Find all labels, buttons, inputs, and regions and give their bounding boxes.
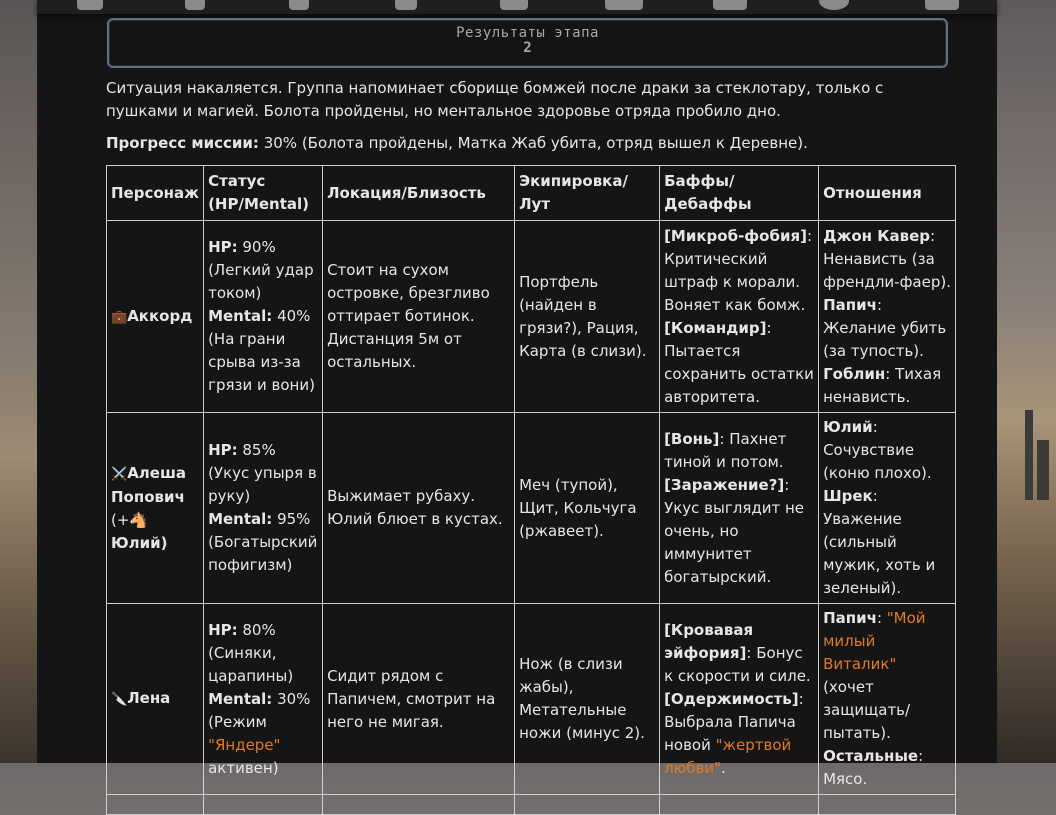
status-cell (204, 413, 323, 604)
knife-icon: 🔪 (111, 692, 128, 707)
background-right (997, 0, 1056, 763)
status-cell (204, 221, 323, 413)
mental-label: Mental: (208, 510, 273, 528)
characters-table (106, 165, 956, 815)
header-buffs: Баффы/Дебаффы (660, 166, 819, 221)
buffs-cell (660, 221, 819, 413)
character-cell (107, 413, 204, 604)
equipment-cell (515, 795, 660, 815)
location-cell: Сидит рядом с Папичем, смотрит на него не мигая. (323, 604, 515, 795)
character-cell (107, 604, 204, 795)
companion-name: Юлий) (111, 533, 168, 552)
mission-progress (106, 132, 936, 155)
relation-text: : Уважение (сильный мужик, хоть и зеленый). (823, 487, 936, 597)
buff-name: [Заражение?] (664, 475, 785, 494)
background-left (0, 0, 37, 763)
relation-name: Юлий (823, 418, 873, 436)
header-status: Статус (HP/Mental) (204, 166, 323, 221)
table-row (107, 604, 956, 795)
relation-text: : Желание убить (за тупость). (823, 295, 947, 360)
header-relations: Отношения (819, 166, 956, 221)
location-cell: Стоит на сухом островке, брезгливо оттирает ботинок. Дистанция 5м от остальных. (323, 221, 515, 413)
status-cell (204, 604, 323, 795)
buff-highlight: "жертвой любви" (664, 735, 792, 777)
mental-value: 30% (Режим (208, 689, 311, 731)
buff-text: : Бонус к скорости и силе. (664, 643, 811, 685)
relations-cell (819, 221, 956, 413)
relation-name: Шрек (823, 487, 873, 505)
equipment-cell: Нож (в слизи жабы), Метательные ножи (минус 2). (515, 604, 660, 795)
header-equipment: Экипировка/Лут (515, 166, 660, 221)
toolbar-icon-3[interactable] (289, 0, 309, 10)
progress-label: Прогресс миссии: (106, 134, 259, 152)
toolbar-icon-1[interactable] (77, 0, 103, 10)
character-name: Аккорд (127, 306, 193, 325)
relation-name: Гоблин (823, 364, 886, 383)
relation-text: : Сочувствие (коню плохо). (823, 418, 932, 482)
mental-label: Mental: (208, 307, 273, 325)
horse-companion: (+🐴 (111, 510, 149, 529)
character-cell (107, 221, 204, 413)
stage-results-title: Результаты этапа (456, 25, 599, 41)
toolbar-icon-8[interactable] (819, 0, 849, 10)
mental-value: 40% (На грани срыва из-за грязи и вони) (208, 307, 315, 394)
buffs-cell (660, 795, 819, 815)
location-cell (323, 795, 515, 815)
background-ruin (1025, 410, 1033, 500)
stage-number: 2 (523, 40, 532, 56)
background-ruin (1037, 440, 1049, 500)
buff-text: : Пахнет тиной и потом. (664, 429, 787, 471)
crossed-swords-icon: ⚔️ (111, 466, 128, 482)
table-header-row (107, 166, 956, 221)
relations-cell (819, 413, 956, 604)
toolbar-icon-6[interactable] (605, 0, 643, 10)
header-character: Персонаж (107, 166, 204, 221)
buff-tail: . (721, 758, 726, 777)
buff-text: : Укус выглядит не очень, но иммунитет богатырский. (664, 475, 805, 586)
toolbar-icon-9[interactable] (925, 0, 959, 10)
buff-name: [Кровавая эйфория] (664, 620, 754, 662)
briefcase-icon: 💼 (111, 309, 128, 325)
buff-text: : Выбрала Папича новой (664, 689, 804, 754)
mental-label: Mental: (208, 689, 273, 708)
hp-value: 90% (Легкий удар током) (208, 238, 314, 302)
hp-label: HP: (208, 441, 238, 459)
toolbar-icon-5[interactable] (500, 0, 528, 10)
relation-text: : Мясо. (823, 747, 924, 788)
header-location: Локация/Близость (323, 166, 515, 221)
character-name: Алеша Попович (111, 463, 187, 506)
toolbar-icon-2[interactable] (185, 0, 205, 10)
buff-name: [Командир] (664, 318, 767, 337)
hp-value: 80% (Синяки, царапины) (208, 620, 294, 685)
toolbar-icon-4[interactable] (395, 0, 417, 10)
equipment-cell: Портфель (найден в грязи?), Рация, Карта (в слизи). (515, 221, 660, 413)
status-cell (204, 795, 323, 815)
table-row (107, 413, 956, 604)
table-row (107, 795, 956, 815)
table-row (107, 221, 956, 413)
mental-tail: активен) (208, 758, 279, 777)
equipment-cell: Меч (тупой), Щит, Кольчуга (ржавеет). (515, 413, 660, 604)
relation-name: Папич (823, 295, 877, 314)
top-toolbar (37, 0, 997, 14)
buffs-cell (660, 413, 819, 604)
toolbar-icon-7[interactable] (713, 0, 747, 10)
location-cell: Выжимает рубаху. Юлий блюет в кустах. (323, 413, 515, 604)
relation-sep: : (876, 609, 887, 627)
mental-highlight: "Яндере" (208, 735, 281, 754)
relation-name: Папич (823, 609, 877, 627)
buff-text: : Пытается сохранить остатки авторитета. (664, 318, 814, 406)
hp-label: HP: (208, 238, 238, 256)
relation-name: Остальные (823, 747, 919, 765)
character-name: Лена (127, 689, 171, 707)
buff-text: : Критический штраф к морали. Воняет как бомж. (664, 226, 813, 314)
progress-value: 30% (Болота пройдены, Матка Жаб убита, отряд вышел к Деревне). (263, 134, 808, 152)
relation-name: Джон Кавер (823, 226, 931, 245)
buff-name: [Микроб-фобия] (664, 226, 807, 245)
buff-name: [Вонь] (664, 429, 720, 448)
relations-cell (819, 604, 956, 795)
buff-name: [Одержимость] (664, 689, 799, 708)
relation-text: : Ненависть (за френдли-фаер). (823, 226, 951, 291)
relation-text: (хочет защищать/пытать). (823, 678, 911, 742)
stage-results-box (107, 18, 948, 68)
relation-text: : Тихая ненависть. (823, 364, 942, 406)
relations-cell (819, 795, 956, 815)
hp-value: 85% (Укус упыря в руку) (208, 441, 317, 505)
relation-highlight: "Мой милый Виталик" (823, 609, 926, 673)
intro-text: Ситуация накаляется. Группа напоминает сборище бомжей после драки за стеклотару, только с пушками и магией. Болота пройдены, но ментальное здоровье отряда пробило дно. (106, 79, 884, 120)
buffs-cell (660, 604, 819, 795)
hp-label: HP: (208, 620, 238, 639)
mental-value: 95% (Богатырский пофигизм) (208, 510, 318, 574)
character-cell (107, 795, 204, 815)
